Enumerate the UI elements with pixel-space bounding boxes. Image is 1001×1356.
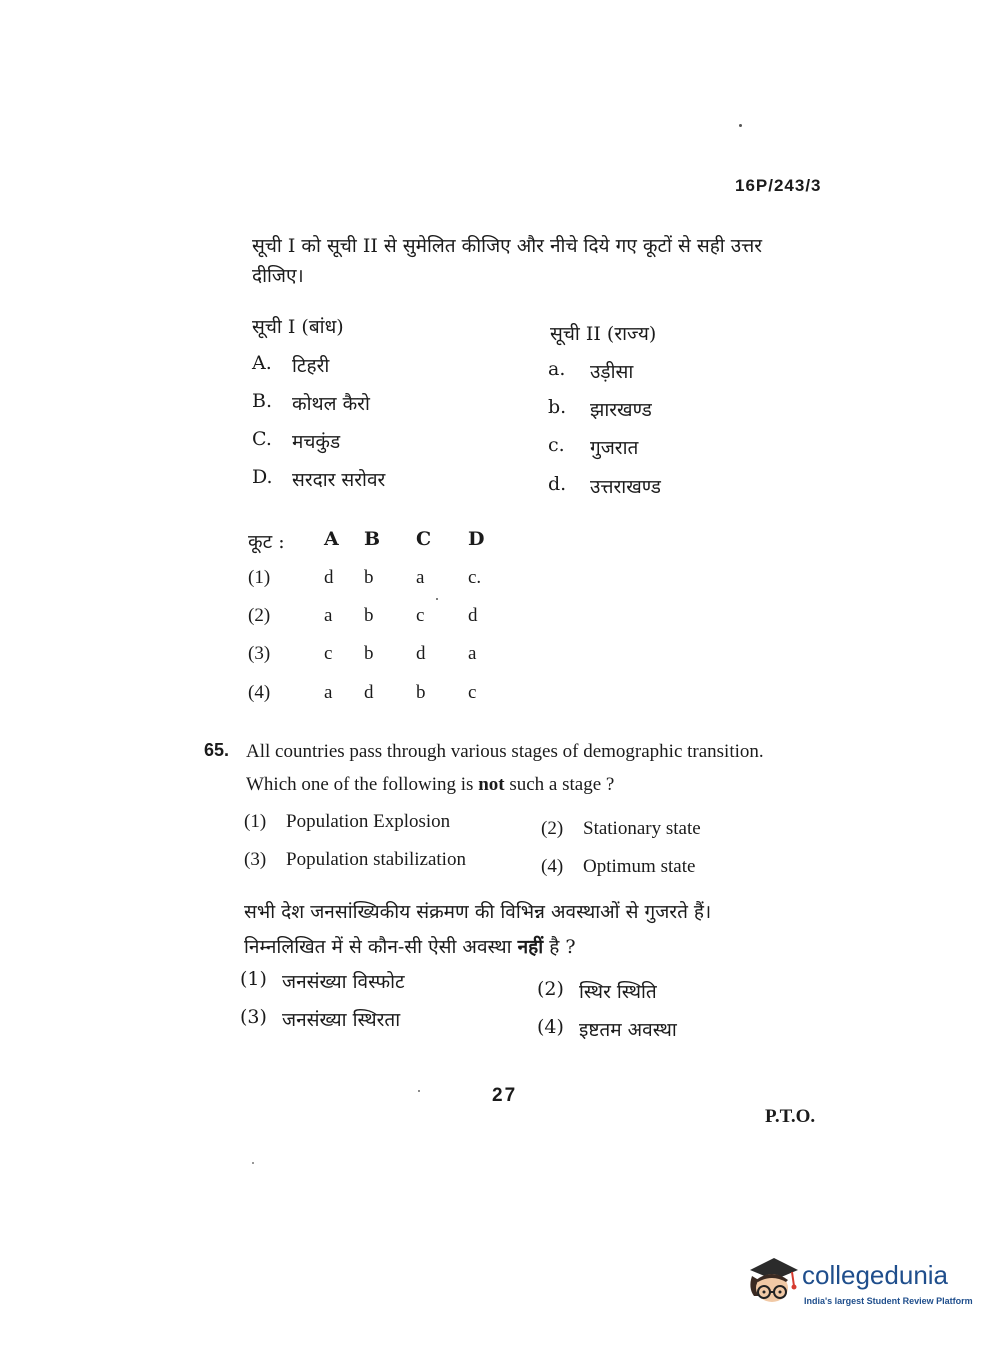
q64-instruction-line2: दीजिए।: [252, 265, 304, 287]
scan-speck: [436, 598, 438, 600]
list1-item: B. कोथल कैरो: [252, 390, 370, 415]
q65-hindi-option: (2) स्थिर स्थिति: [537, 978, 657, 1003]
list2-item: c. गुजरात: [548, 434, 639, 459]
q65-hindi-option: (3) जनसंख्या स्थिरता: [240, 1006, 401, 1031]
paper-code: 16P/243/3: [735, 176, 822, 195]
list2-item: b. झारखण्ड: [548, 396, 652, 421]
q65-hindi-line1: सभी देश जनसांख्यिकीय संक्रमण की विभिन्न अवस्थाओं से गुजरते हैं।: [244, 901, 712, 923]
collegedunia-watermark: [742, 1252, 972, 1312]
q65-option: (1) Population Explosion: [244, 811, 451, 832]
mascot-icon: [742, 1252, 802, 1312]
q65-hindi-line2: निम्नलिखित में से कौन-सी ऐसी अवस्था नहीं है ?: [244, 936, 576, 958]
codes-row: (4) a d b c: [248, 682, 477, 703]
scan-speck: [252, 1162, 254, 1164]
list2-heading: सूची II (राज्य): [550, 323, 657, 345]
codes-row: (1) d b a c.: [248, 567, 482, 588]
scan-speck: [418, 1090, 420, 1092]
q65-line2: Which one of the following is not such a stage ?: [246, 774, 615, 795]
q65-option: (2) Stationary state: [541, 818, 701, 839]
page-number: 27: [492, 1085, 518, 1106]
list1-item: C. मचकुंड: [252, 428, 341, 453]
codes-header-row: कूट : A B C D: [248, 528, 485, 553]
pto-label: P.T.O.: [765, 1106, 816, 1127]
watermark-brand: collegedunia: [802, 1260, 949, 1290]
q65-hindi-option: (1) जनसंख्या विस्फोट: [240, 968, 405, 993]
q65-number: 65.: [204, 740, 230, 760]
q65-hindi-option: (4) इष्टतम अवस्था: [537, 1016, 677, 1041]
codes-row: (3) c b d a: [248, 643, 477, 664]
q65-line1: All countries pass through various stages of demographic transition.: [246, 741, 764, 762]
list2-item: d. उत्तराखण्ड: [548, 473, 661, 498]
q64-instruction-line1: सूची I को सूची II से सुमेलित कीजिए और नीचे दिये गए कूटों से सही उत्तर: [252, 235, 763, 257]
list1-heading: सूची I (बांध): [252, 316, 344, 338]
q65-option: (4) Optimum state: [541, 856, 696, 877]
list2-item: a. उड़ीसा: [548, 358, 634, 383]
codes-label: कूट :: [248, 531, 285, 553]
list1-item: A. टिहरी: [252, 352, 330, 377]
scan-speck: [739, 124, 742, 127]
codes-row: (2) a b c d: [248, 605, 478, 626]
q65-option: (3) Population stabilization: [244, 849, 466, 870]
watermark-tagline: India's largest Student Review Platform: [804, 1296, 973, 1306]
list1-item: D. सरदार सरोवर: [252, 466, 386, 491]
